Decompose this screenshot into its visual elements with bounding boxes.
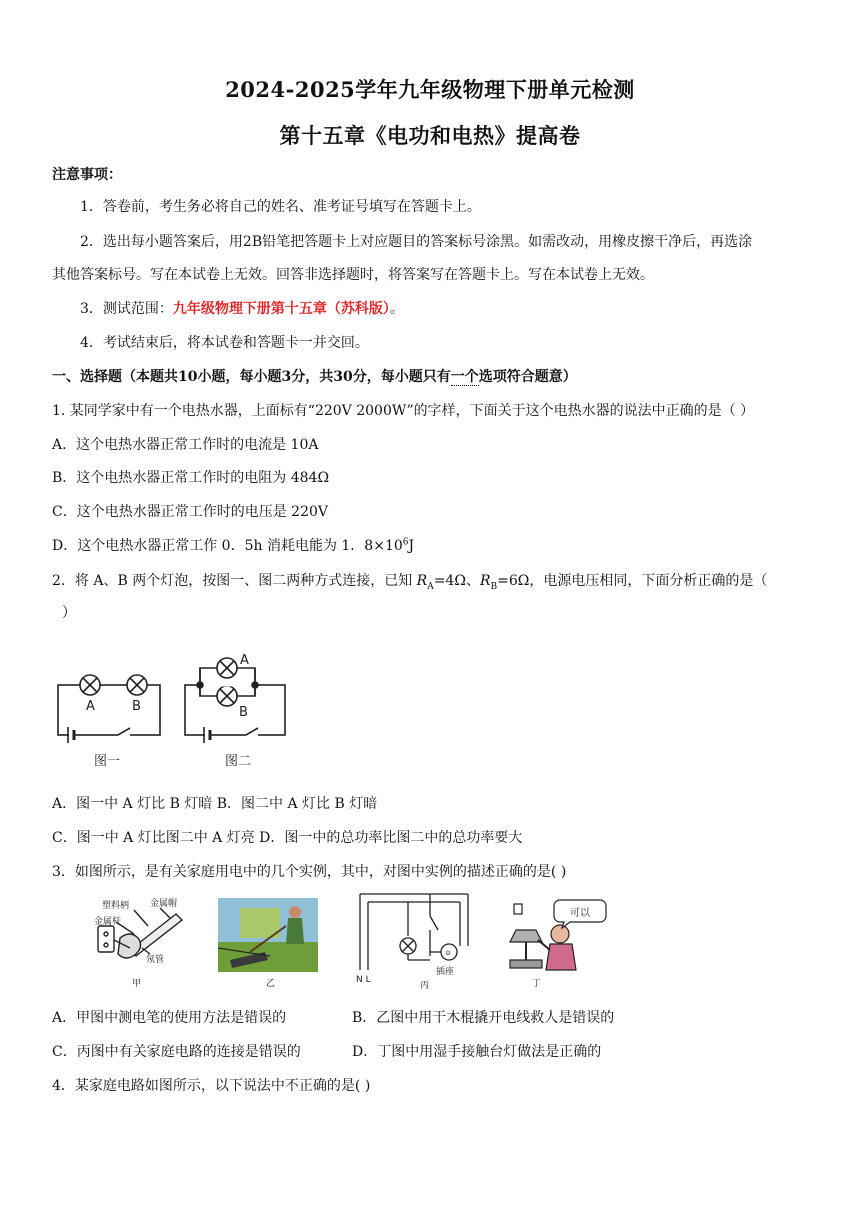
section-heading bbox=[52, 366, 577, 386]
svg-text:⊙: ⊙ bbox=[445, 949, 451, 957]
lamp-a-label: A bbox=[86, 699, 95, 714]
q1-stem: 1. 某同学家中有一个电热水器，上面标有“220V 2000W”的字样，下面关于这个电热水器的说法中正确的是（ ） bbox=[52, 403, 755, 419]
resistance-a-value: =4Ω、 bbox=[433, 573, 480, 589]
figure-two-caption: 图二 bbox=[225, 754, 252, 769]
metal-rod-label: 金属杆 bbox=[94, 917, 122, 927]
figure-jia-caption: 甲 bbox=[132, 979, 142, 989]
notice-item-2b: 其他答案标号。写在本试卷上无效。回答非选择题时，将答案写在答题卡上。写在本试卷上无效。 bbox=[52, 267, 654, 283]
notice-heading: 注意事项： bbox=[52, 167, 122, 183]
section-heading-b: 选项符合题意） bbox=[478, 369, 577, 385]
test-pen-illustration bbox=[98, 908, 182, 958]
section-heading-a: 一、选择题（本题共10小题，每小题3分，共30分，每小题只有 bbox=[52, 369, 451, 385]
wet-hand-lamp-illustration bbox=[510, 900, 606, 970]
test-range: 九年级物理下册第十五章（苏科版） bbox=[172, 301, 390, 317]
figure-bing-caption: 丙 bbox=[420, 981, 430, 991]
q2-options-ab: A．图一中 A 灯比 B 灯暗 B．图二中 A 灯比 B 灯暗 bbox=[52, 796, 378, 812]
figure-ding-caption: 丁 bbox=[532, 979, 542, 989]
q1-exponent: 6 bbox=[402, 537, 409, 548]
neon-tube-label: 氖管 bbox=[146, 955, 165, 965]
q1-unit: J bbox=[408, 538, 415, 554]
socket-label: 插座 bbox=[436, 967, 455, 977]
q1-option-b: B．这个电热水器正常工作时的电阻为 484Ω bbox=[52, 470, 330, 486]
q1-option-a: A．这个电热水器正常工作时的电流是 10A bbox=[52, 437, 319, 453]
q2-stem bbox=[52, 570, 767, 592]
exam-title: 2024-2025学年九年级物理下册单元检测 bbox=[225, 77, 635, 102]
q2-options-cd: C．图一中 A 灯比图二中 A 灯亮 D．图一中的总功率比图二中的总功率要大 bbox=[52, 830, 523, 846]
plastic-handle-label: 塑料柄 bbox=[102, 901, 130, 911]
rescue-illustration bbox=[218, 898, 318, 972]
figure-one-caption: 图一 bbox=[94, 754, 121, 769]
exam-subtitle: 第十五章《电功和电热》提高卷 bbox=[279, 123, 581, 148]
resistance-a-symbol: R bbox=[416, 573, 428, 589]
resistance-b-value: =6Ω，电源电压相同，下面分析正确的是（ bbox=[497, 573, 768, 589]
q1-option-d-text: D．这个电热水器正常工作 0．5h 消耗电能为 1．8×10 bbox=[52, 538, 403, 554]
nl-label: N L bbox=[356, 975, 371, 985]
lamp-a-symbol bbox=[80, 675, 100, 695]
notice-item-1: 1．答卷前，考生务必将自己的姓名、准考证号填写在答题卡上。 bbox=[80, 199, 481, 215]
q3-household-electricity-figure bbox=[90, 890, 610, 992]
resistance-b-symbol: R bbox=[479, 573, 491, 589]
q2-stem-text: 2．将 A、B 两个灯泡，按图一、图二两种方式连接，已知 bbox=[52, 573, 417, 589]
speech-bubble-text: 可以 bbox=[570, 908, 590, 919]
q3-option-d: D．丁图中用湿手接触台灯做法是正确的 bbox=[352, 1044, 602, 1060]
resistance-b-subscript: B bbox=[490, 581, 498, 592]
q3-option-b: B．乙图中用干木棍撬开电线救人是错误的 bbox=[352, 1010, 615, 1026]
section-heading-emphasis: 一个 bbox=[450, 369, 479, 385]
lamp-a-label-2: A bbox=[240, 653, 249, 668]
q4-stem: 4．某家庭电路如图所示，以下说法中不正确的是( ) bbox=[52, 1078, 371, 1094]
q1-option-c: C．这个电热水器正常工作时的电压是 220V bbox=[52, 504, 328, 520]
q1-option-d bbox=[52, 535, 414, 555]
notice-item-3 bbox=[80, 298, 404, 318]
q3-option-c: C．丙图中有关家庭电路的连接是错误的 bbox=[52, 1044, 301, 1060]
household-circuit-illustration bbox=[360, 894, 468, 970]
resistance-a-subscript: A bbox=[427, 581, 434, 592]
lamp-b-label-2: B bbox=[239, 705, 248, 720]
q2-stem-close: ） bbox=[62, 605, 76, 621]
metal-cap-label: 金属帽 bbox=[150, 899, 178, 909]
lamp-b-symbol bbox=[127, 675, 147, 695]
q3-option-a: A．甲图中测电笔的使用方法是错误的 bbox=[52, 1010, 287, 1026]
notice-item-2a: 2．选出每小题答案后，用2B铅笔把答题卡上对应题目的答案标号涂黑。如需改动，用橡皮擦干净后，再选涂 bbox=[80, 234, 753, 250]
q2-circuit-figure bbox=[50, 640, 300, 775]
notice-item-4: 4．考试结束后，将本试卷和答题卡一并交回。 bbox=[80, 335, 369, 351]
q3-stem: 3．如图所示，是有关家庭用电中的几个实例，其中，对图中实例的描述正确的是( ) bbox=[52, 864, 567, 880]
lamp-b-label: B bbox=[132, 699, 141, 714]
notice-item-3-prefix: 3．测试范围： bbox=[80, 301, 173, 317]
notice-item-3-suffix: 。 bbox=[389, 301, 404, 317]
figure-yi-caption: 乙 bbox=[266, 979, 276, 989]
